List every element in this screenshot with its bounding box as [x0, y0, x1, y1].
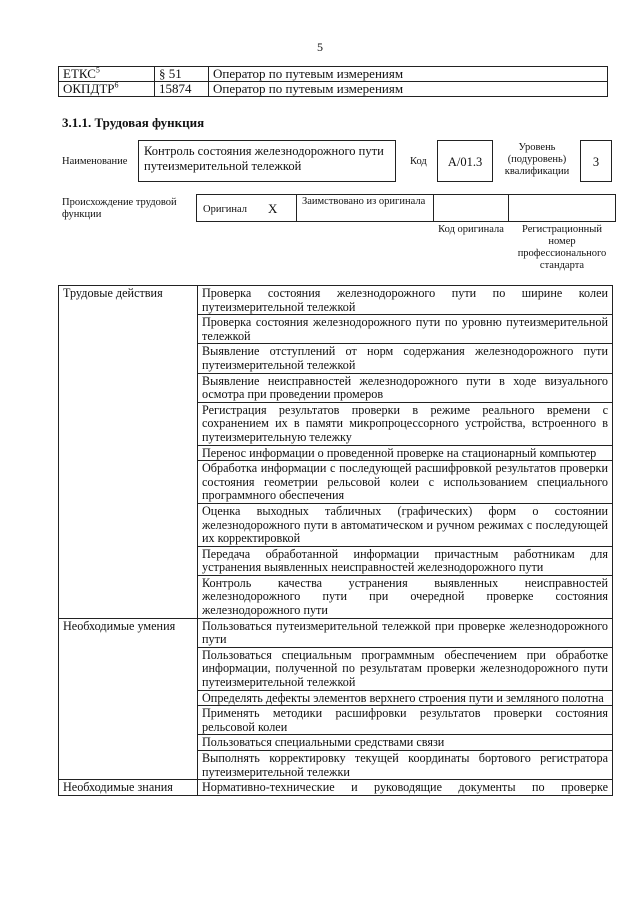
- name-label: Наименование: [62, 156, 128, 167]
- list-item: Пользоваться специальным программным обеспечением при обработке информации, полученной по результатам проверки железнодорожного пути путеизмерительной тележкой: [198, 647, 613, 690]
- reference-code: ОКПДТР$^6$: [59, 82, 155, 97]
- section-label: Трудовые действия: [59, 286, 198, 619]
- list-item: Перенос информации о проведенной проверке на стационарный компьютер: [198, 445, 613, 461]
- table-row: [59, 780, 613, 796]
- function-code-box: [437, 140, 493, 182]
- list-item: Обработка информации с последующей расшифровкой результатов проверки состояния геометрии рельсовой колеи с использованием специального программного обеспечения: [198, 461, 613, 504]
- list-item: Контроль качества устранения выявленных неисправностей железнодорожного пути при очередной проверке состояния железнодорожного пути: [198, 575, 613, 618]
- reference-number: § 51: [155, 67, 209, 82]
- origin-divider: [296, 194, 297, 222]
- list-item: Проверка состояния железнодорожного пути по ширине колеи путеизмерительной тележкой: [198, 286, 613, 315]
- origin-label: Происхождение трудовой функции: [62, 197, 177, 220]
- original-label: Оригинал: [203, 204, 247, 215]
- section-label: Необходимые знания: [59, 780, 198, 796]
- level-value: 3: [592, 155, 600, 169]
- list-item: Выявление отступлений от норм содержания железнодорожного пути путеизмерительной тележкой: [198, 344, 613, 373]
- function-name: Контроль состояния железнодорожного пути путеизмерительной тележкой: [144, 144, 384, 173]
- regnum-caption: Регистрационный номер профессионального стандарта: [517, 224, 607, 271]
- origin-divider: [508, 194, 509, 222]
- reference-code: ЕТКС$^5$: [59, 67, 155, 82]
- table-row: [59, 286, 613, 315]
- list-item: Пользоваться путеизмерительной тележкой при проверке железнодорожного пути: [198, 618, 613, 647]
- list-item: Пользоваться специальными средствами связи: [198, 735, 613, 751]
- reference-row: [59, 67, 608, 82]
- table-row: [59, 618, 613, 647]
- list-item: Регистрация результатов проверки в режиме реального времени с сохранением их в памяти микропроцессорного устройства, встроенного в путеизмерительную тележку: [198, 402, 613, 445]
- original-mark: X: [268, 201, 278, 216]
- reference-number: 15874: [155, 82, 209, 97]
- section-label: Необходимые умения: [59, 618, 198, 780]
- origin-divider: [433, 194, 434, 222]
- page-edge: [0, 890, 640, 905]
- list-item: Выявление неисправностей железнодорожного пути в ходе визуального осмотра при проведении промеров: [198, 373, 613, 402]
- reference-title: Оператор по путевым измерениям: [209, 67, 608, 82]
- list-item: Выполнять корректировку текущей координаты бортового регистратора путеизмерительной тележки: [198, 751, 613, 780]
- borrowed-label: Заимствовано из оригинала: [302, 196, 426, 207]
- function-details-table: [58, 285, 613, 796]
- section-title: 3.1.1. Трудовая функция: [62, 115, 205, 130]
- reference-codes-table: [58, 66, 608, 97]
- list-item: Оценка выходных табличных (графических) форм о состоянии железнодорожного пути в автоматическом и ручном режимах с последующей их корректировкой: [198, 503, 613, 546]
- list-item: Применять методики расшифровки результатов проверки состояния рельсовой колеи: [198, 706, 613, 735]
- level-label: Уровень (подуровень) квалификации: [504, 142, 570, 177]
- function-name-box: [138, 140, 396, 182]
- list-item: Проверка состояния железнодорожного пути по уровню путеизмерительной тележкой: [198, 315, 613, 344]
- reference-row: [59, 82, 608, 97]
- code-caption: Код оригинала: [438, 224, 504, 235]
- list-item: Нормативно-технические и руководящие документы по проверке: [198, 780, 613, 796]
- reference-title: Оператор по путевым измерениям: [209, 82, 608, 97]
- list-item: Определять дефекты элементов верхнего строения пути и земляного полотна: [198, 690, 613, 706]
- list-item: Передача обработанной информации причастным работникам для устранения выявленных неисправностей железнодорожного пути: [198, 546, 613, 575]
- code-label: Код: [410, 156, 427, 167]
- page-number: 5: [317, 40, 323, 54]
- function-code: A/01.3: [447, 155, 483, 169]
- level-box: [580, 140, 612, 182]
